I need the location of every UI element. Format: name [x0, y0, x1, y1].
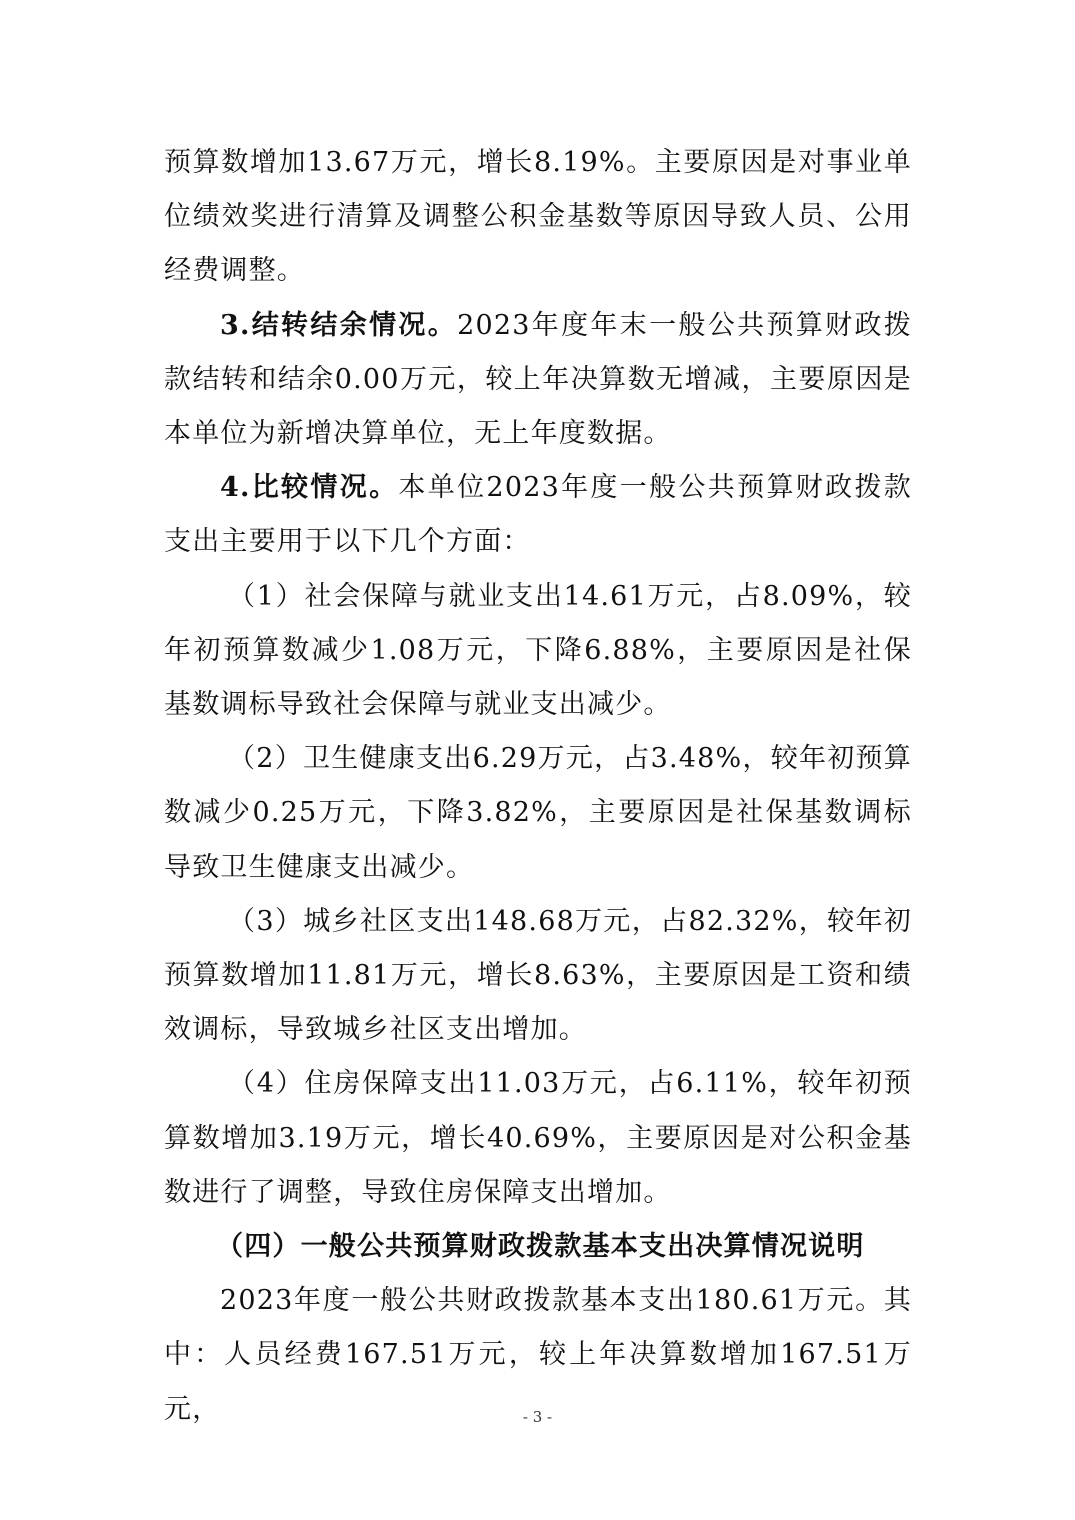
- paragraph-item-social-security: [164, 570, 912, 733]
- paragraph-carryover: [164, 299, 912, 462]
- paragraph-budget-increase: [164, 136, 912, 299]
- paragraph-text: （4）住房保障支出11.03万元，占6.11%，较年初预算数增加3.19万元，增长40.69%，主要原因是对公积金基数进行了调整，导致住房保障支出增加。: [164, 1068, 912, 1208]
- paragraph-text: （2）卫生健康支出6.29万元，占3.48%，较年初预算数减少0.25万元，下降3.82%，主要原因是社保基数调标导致卫生健康支出减少。: [164, 743, 912, 883]
- document-body: [164, 136, 912, 1437]
- paragraph-text: （1）社会保障与就业支出14.61万元，占8.09%，较年初预算数减少1.08万元，下降6.88%，主要原因是社保基数调标导致社会保障与就业支出减少。: [164, 580, 912, 721]
- paragraph-text: 2023年度一般公共财政拨款基本支出180.61万元。其中：人员经费167.51万元，较上年决算数增加167.51万元，: [164, 1285, 912, 1425]
- paragraph-text: 预算数增加13.67万元，增长8.19%。主要原因是对事业单位绩效奖进行清算及调整公积金基数等原因导致人员、公用经费调整。: [164, 147, 912, 287]
- paragraph-lead: 3.结转结余情况。: [220, 309, 458, 341]
- paragraph-text: 本单位2023年度一般公共预算财政拨款支出主要用于以下几个方面：: [164, 472, 912, 558]
- paragraph-item-community: [164, 895, 912, 1058]
- paragraph-comparison: [164, 461, 912, 569]
- paragraph-item-health: [164, 732, 912, 895]
- paragraph-lead: 4.比较情况。: [220, 472, 399, 504]
- paragraph-text: （3）城乡社区支出148.68万元，占82.32%，较年初预算数增加11.81万元，增长8.63%，主要原因是工资和绩效调标，导致城乡社区支出增加。: [164, 905, 912, 1046]
- page-number: - 3 -: [522, 1408, 553, 1426]
- paragraph-text: 2023年度年末一般公共预算财政拨款结转和结余0.00万元，较上年决算数无增减，主要原因是本单位为新增决算单位，无上年度数据。: [164, 309, 912, 450]
- section-heading: （四）一般公共预算财政拨款基本支出决算情况说明: [216, 1231, 865, 1263]
- paragraph-item-housing: [164, 1057, 912, 1220]
